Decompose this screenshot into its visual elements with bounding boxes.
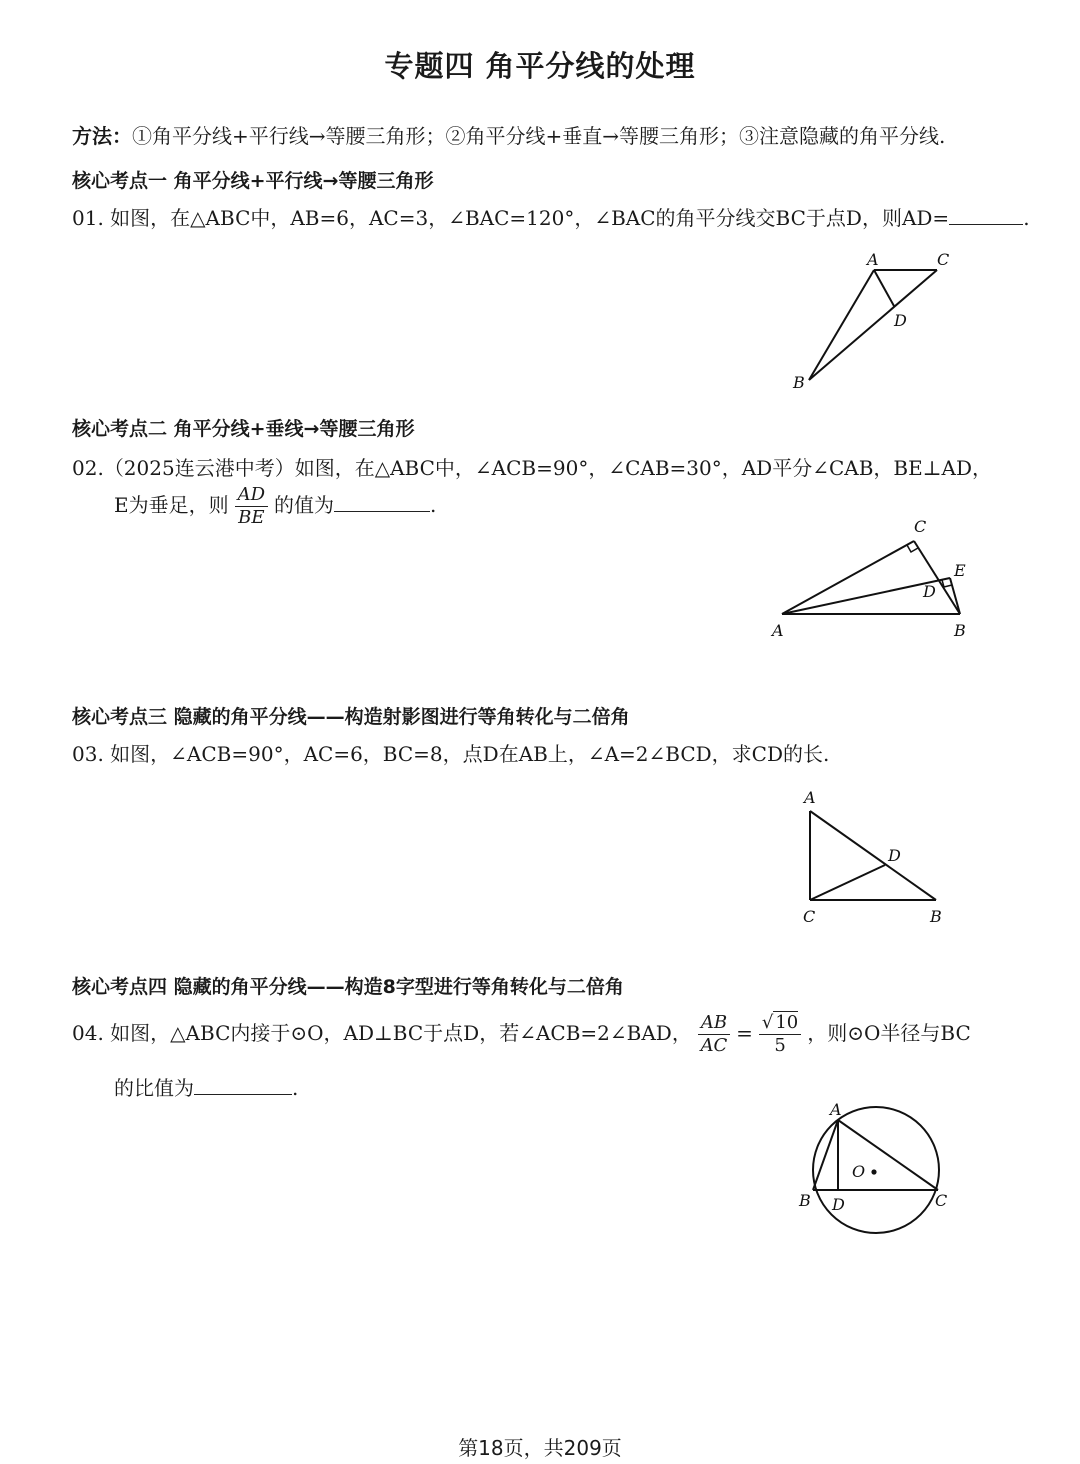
answer-blank-4[interactable] xyxy=(194,1076,292,1095)
fig1-label-a: A xyxy=(867,250,879,269)
section-1-heading: 核心考点一 角平分线+平行线→等腰三角形 xyxy=(72,170,434,192)
section-3-heading: 核心考点三 隐藏的角平分线——构造射影图进行等角转化与二倍角 xyxy=(72,706,630,728)
question-2-end: . xyxy=(430,493,437,517)
section-2-heading: 核心考点二 角平分线+垂线→等腰三角形 xyxy=(72,418,415,440)
question-4-end: . xyxy=(292,1076,299,1100)
question-4-line2-text: 的比值为 xyxy=(114,1076,194,1100)
method-text: ①角平分线+平行线→等腰三角形；②角平分线+垂直→等腰三角形；③注意隐藏的角平分线. xyxy=(132,124,946,148)
question-1-number: 01. xyxy=(72,206,104,230)
question-4-line2 xyxy=(114,1072,298,1101)
page-footer: 第18页，共209页 xyxy=(458,1436,622,1460)
fig2-label-a: A xyxy=(772,621,784,640)
question-2-line2-pre: E为垂足，则 xyxy=(114,493,229,517)
fig3-label-c: C xyxy=(803,907,816,926)
answer-blank-1[interactable] xyxy=(949,206,1023,225)
fig4-label-o: O xyxy=(852,1162,866,1181)
section-4-heading: 核心考点四 隐藏的角平分线——构造8字型进行等角转化与二倍角 xyxy=(72,976,624,998)
question-2-source: （2025连云港中考） xyxy=(103,456,295,480)
question-4-frac-num: AB xyxy=(698,1012,730,1035)
question-4-fraction xyxy=(698,1012,730,1057)
question-4-rhs-num: √ 10 xyxy=(759,1012,801,1035)
figure-2 xyxy=(764,512,984,642)
fig3-label-a: A xyxy=(804,788,816,807)
answer-blank-2[interactable] xyxy=(334,493,430,512)
question-4-text-post: ，则⊙O半径与BC xyxy=(807,1021,971,1045)
center-dot xyxy=(871,1169,876,1174)
question-4-line1 xyxy=(72,1012,971,1057)
question-3-number: 03. xyxy=(72,742,104,766)
page-title: 专题四 角平分线的处理 xyxy=(384,49,696,83)
fig3-label-d: D xyxy=(888,846,901,865)
method-label: 方法： xyxy=(72,124,132,148)
question-2-number: 02. xyxy=(72,456,104,480)
fig2-label-d: D xyxy=(923,582,936,601)
question-2-fraction xyxy=(235,484,268,529)
fig3-label-b: B xyxy=(930,907,942,926)
question-1-end: . xyxy=(1023,206,1030,230)
question-2-line1 xyxy=(72,452,992,481)
fig4-label-c: C xyxy=(935,1191,948,1210)
question-2-line2-post: 的值为 xyxy=(274,493,335,517)
question-4-number: 04. xyxy=(72,1021,104,1045)
figure-4 xyxy=(790,1098,960,1243)
fig2-label-e: E xyxy=(954,561,966,580)
question-4-eq: = xyxy=(736,1021,753,1045)
figure-1 xyxy=(780,248,970,398)
figure-3 xyxy=(790,785,960,930)
question-1-text: 如图，在△ABC中，AB=6，AC=3，∠BAC=120°，∠BAC的角平分线交BC于点D，则AD= xyxy=(110,206,950,230)
question-2-frac-den: BE xyxy=(238,507,265,528)
question-2-line2 xyxy=(114,484,436,529)
question-4-rhs-num-value: 10 xyxy=(775,1012,799,1033)
fig1-label-b: B xyxy=(793,373,805,392)
fig4-label-b: B xyxy=(799,1191,811,1210)
fig2-label-c: C xyxy=(914,517,927,536)
question-2-frac-num: AD xyxy=(235,484,268,507)
question-4-rhs-fraction xyxy=(759,1012,801,1057)
fig4-label-d: D xyxy=(832,1195,845,1214)
question-3 xyxy=(72,738,829,767)
question-1 xyxy=(72,202,1030,231)
question-4-text-pre: 如图，△ABC内接于⊙O，AD⊥BC于点D，若∠ACB=2∠BAD， xyxy=(110,1021,692,1045)
question-3-text: 如图，∠ACB=90°，AC=6，BC=8，点D在AB上，∠A=2∠BCD，求CD的长. xyxy=(110,742,830,766)
fig2-label-b: B xyxy=(954,621,966,640)
question-4-frac-den: AC xyxy=(700,1035,728,1056)
question-2-text: 如图，在△ABC中，∠ACB=90°，∠CAB=30°，AD平分∠CAB，BE⊥AD， xyxy=(294,456,992,480)
fig4-label-a: A xyxy=(830,1100,842,1119)
fig1-label-d: D xyxy=(894,311,907,330)
fig1-label-c: C xyxy=(937,250,950,269)
method-line xyxy=(72,120,945,149)
question-4-rhs-den: 5 xyxy=(774,1035,786,1056)
